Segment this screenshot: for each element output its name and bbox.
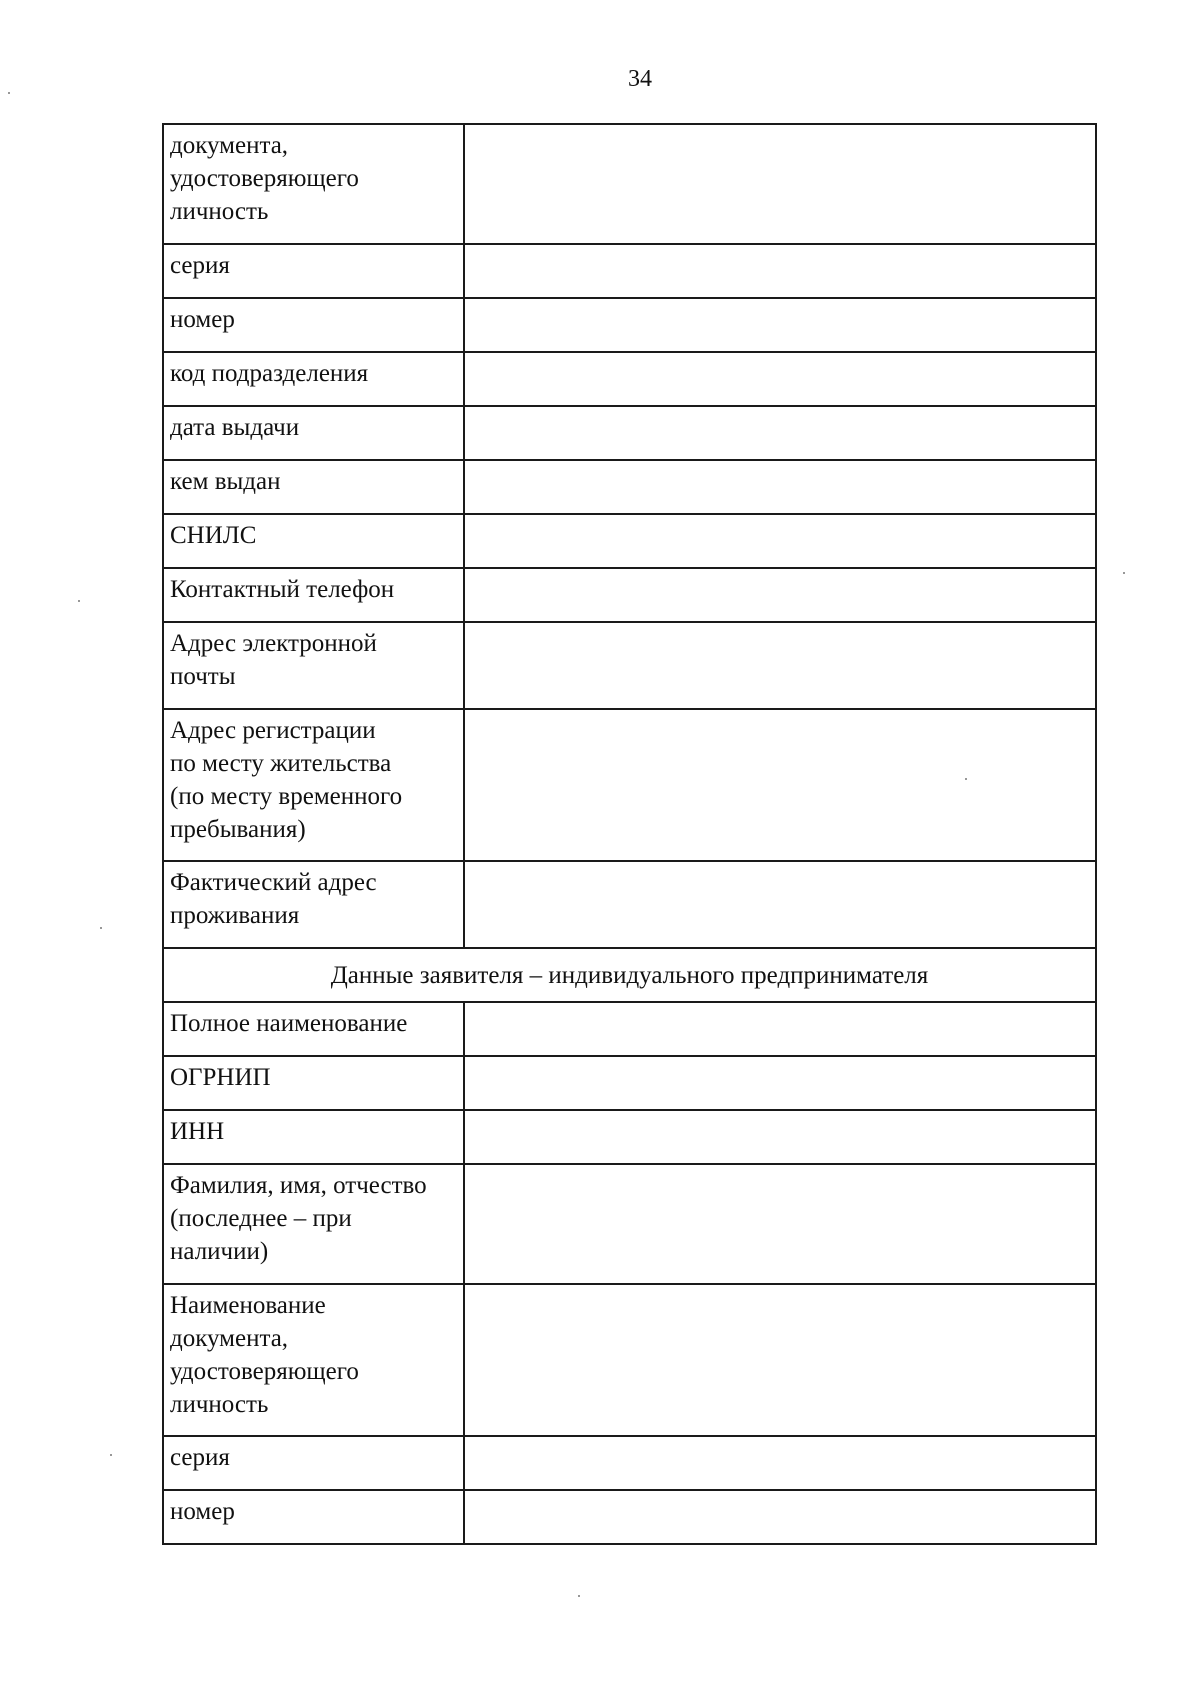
field-value[interactable] bbox=[464, 1056, 1096, 1110]
field-label: Полное наименование bbox=[163, 1002, 464, 1056]
field-value[interactable] bbox=[464, 622, 1096, 709]
section-header-row bbox=[163, 948, 1096, 1002]
form-row bbox=[163, 406, 1096, 460]
field-value[interactable] bbox=[464, 244, 1096, 298]
form-row bbox=[163, 352, 1096, 406]
field-label: СНИЛС bbox=[163, 514, 464, 568]
section-header-row-group bbox=[163, 948, 1096, 1002]
scan-speck bbox=[100, 927, 102, 929]
field-label: Фамилия, имя, отчество (последнее – при наличии) bbox=[163, 1164, 464, 1284]
field-label: серия bbox=[163, 244, 464, 298]
form-row bbox=[163, 1164, 1096, 1284]
field-value[interactable] bbox=[464, 861, 1096, 948]
field-value[interactable] bbox=[464, 460, 1096, 514]
form-row bbox=[163, 460, 1096, 514]
field-label: дата выдачи bbox=[163, 406, 464, 460]
field-label: Фактический адрес проживания bbox=[163, 861, 464, 948]
field-value[interactable] bbox=[464, 1110, 1096, 1164]
field-label: код подразделения bbox=[163, 352, 464, 406]
field-label: кем выдан bbox=[163, 460, 464, 514]
section-header-entrepreneur-data: Данные заявителя – индивидуального предпринимателя bbox=[163, 948, 1096, 1002]
field-label: серия bbox=[163, 1436, 464, 1490]
form-row bbox=[163, 861, 1096, 948]
form-row bbox=[163, 1110, 1096, 1164]
field-label: ИНН bbox=[163, 1110, 464, 1164]
form-row bbox=[163, 1490, 1096, 1544]
scan-speck bbox=[578, 1595, 580, 1597]
form-row bbox=[163, 568, 1096, 622]
field-label: Адрес электронной почты bbox=[163, 622, 464, 709]
field-label: документа, удостоверяющего личность bbox=[163, 124, 464, 244]
field-value[interactable] bbox=[464, 1490, 1096, 1544]
scan-speck bbox=[110, 1454, 112, 1456]
field-label: номер bbox=[163, 298, 464, 352]
field-label: Адрес регистрации по месту жительства (по месту временного пребывания) bbox=[163, 709, 464, 861]
field-value[interactable] bbox=[464, 514, 1096, 568]
page-number: 34 bbox=[628, 66, 652, 92]
field-value[interactable] bbox=[464, 1284, 1096, 1436]
form-row bbox=[163, 1284, 1096, 1436]
scan-speck bbox=[1123, 572, 1125, 574]
field-label: Контактный телефон bbox=[163, 568, 464, 622]
identity-document-rows bbox=[163, 124, 1096, 948]
entrepreneur-rows bbox=[163, 1002, 1096, 1544]
form-row bbox=[163, 1002, 1096, 1056]
scan-speck bbox=[8, 92, 10, 94]
field-value[interactable] bbox=[464, 298, 1096, 352]
field-value[interactable] bbox=[464, 568, 1096, 622]
scan-speck bbox=[965, 778, 967, 780]
field-value[interactable] bbox=[464, 124, 1096, 244]
field-label: Наименование документа, удостоверяющего личность bbox=[163, 1284, 464, 1436]
scan-speck bbox=[78, 600, 80, 602]
field-label: ОГРНИП bbox=[163, 1056, 464, 1110]
field-value[interactable] bbox=[464, 352, 1096, 406]
form-row bbox=[163, 622, 1096, 709]
field-value[interactable] bbox=[464, 1164, 1096, 1284]
field-value[interactable] bbox=[464, 406, 1096, 460]
form-row bbox=[163, 244, 1096, 298]
form-row bbox=[163, 298, 1096, 352]
form-row bbox=[163, 1056, 1096, 1110]
applicant-form-table bbox=[162, 123, 1097, 1545]
field-value[interactable] bbox=[464, 709, 1096, 861]
form-row bbox=[163, 709, 1096, 861]
form-row bbox=[163, 124, 1096, 244]
field-label: номер bbox=[163, 1490, 464, 1544]
form-row bbox=[163, 1436, 1096, 1490]
field-value[interactable] bbox=[464, 1436, 1096, 1490]
field-value[interactable] bbox=[464, 1002, 1096, 1056]
form-row bbox=[163, 514, 1096, 568]
